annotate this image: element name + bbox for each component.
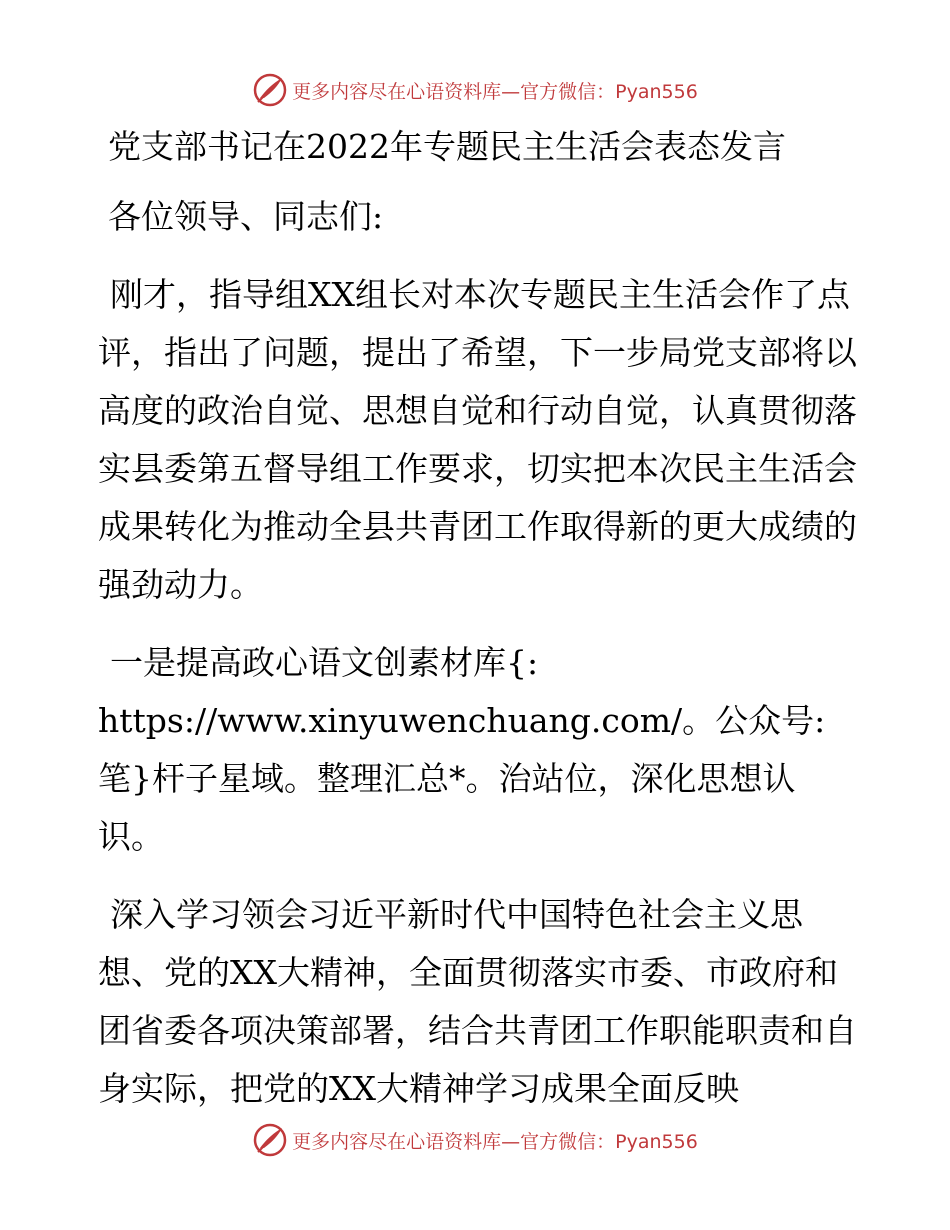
document-body [98, 118, 858, 1138]
document-title: 党支部书记在2022年专题民主生活会表态发言 [108, 127, 786, 166]
paragraph-1: 刚才，指导组XX组长对本次专题民主生活会作了点评，指出了问题，提出了希望，下一步局党支部将以高度的政治自觉、思想自觉和行动自觉，认真贯彻落实县委第五督导组工作要求，切实把本次民主生活会成果转化为推动全县共青团工作取得新的更大成绩的强劲动力。 [98, 275, 857, 604]
paragraph-2: 一是提高政心语文创素材库{: https://www.xinyuwenchuang.com/。公众号: 笔}杆子星域。整理汇总*。治站位，深化思想认识。 [98, 643, 826, 856]
footer-watermark-banner [0, 1120, 950, 1160]
quill-logo-icon [252, 72, 288, 108]
banner-text: 更多内容尽在心语资料库—官方微信：Pyan556 [292, 1130, 698, 1153]
header-watermark-banner [0, 70, 950, 110]
banner-text: 更多内容尽在心语资料库—官方微信：Pyan556 [292, 80, 698, 103]
greeting: 各位领导、同志们: [108, 197, 384, 236]
paragraph-3: 深入学习领会习近平新时代中国特色社会主义思想、党的XX大精神，全面贯彻落实市委、市政府和团省委各项决策部署，结合共青团工作职能职责和自身实际，把党的XX大精神学习成果全面反映 [98, 895, 857, 1108]
quill-logo-icon [252, 1122, 288, 1158]
